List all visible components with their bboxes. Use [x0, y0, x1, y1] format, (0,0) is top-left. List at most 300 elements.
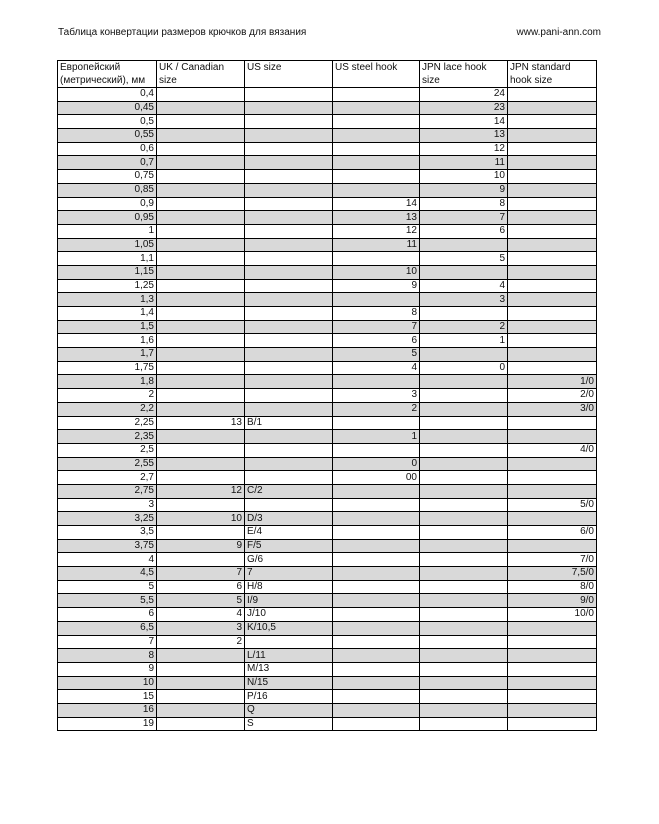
uk-canadian-cell [157, 279, 245, 293]
table-row [58, 293, 597, 307]
european-mm-cell: 5,5 [58, 594, 157, 608]
jpn-standard-cell: 7/0 [508, 553, 597, 567]
us-size-cell [245, 183, 333, 197]
us-steel-cell [333, 621, 420, 635]
european-mm-cell: 0,6 [58, 142, 157, 156]
european-mm-cell: 1,8 [58, 375, 157, 389]
us-size-cell [245, 170, 333, 184]
hook-size-table [57, 60, 597, 731]
us-size-cell [245, 252, 333, 266]
european-mm-cell: 1,15 [58, 265, 157, 279]
us-size-cell: C/2 [245, 484, 333, 498]
jpn-lace-cell: 23 [420, 101, 508, 115]
table-row [58, 224, 597, 238]
uk-canadian-cell [157, 224, 245, 238]
jpn-lace-cell: 11 [420, 156, 508, 170]
european-mm-cell: 1,4 [58, 307, 157, 321]
jpn-lace-cell [420, 348, 508, 362]
table-row [58, 608, 597, 622]
european-mm-cell: 19 [58, 717, 157, 731]
table-row [58, 553, 597, 567]
european-mm-cell: 3,5 [58, 526, 157, 540]
us-size-cell: F/5 [245, 539, 333, 553]
table-row [58, 703, 597, 717]
table-row [58, 676, 597, 690]
jpn-lace-cell [420, 717, 508, 731]
european-mm-cell: 0,85 [58, 183, 157, 197]
jpn-lace-cell [420, 662, 508, 676]
table-row [58, 265, 597, 279]
table-row [58, 252, 597, 266]
us-size-cell [245, 142, 333, 156]
us-steel-cell [333, 690, 420, 704]
us-steel-cell [333, 183, 420, 197]
jpn-standard-cell: 10/0 [508, 608, 597, 622]
jpn-standard-cell [508, 676, 597, 690]
uk-canadian-cell [157, 676, 245, 690]
jpn-standard-cell [508, 101, 597, 115]
jpn-lace-cell [420, 553, 508, 567]
jpn-lace-cell: 8 [420, 197, 508, 211]
jpn-lace-cell [420, 389, 508, 403]
uk-canadian-cell: 10 [157, 512, 245, 526]
us-size-cell: E/4 [245, 526, 333, 540]
jpn-standard-cell [508, 430, 597, 444]
us-steel-cell: 00 [333, 471, 420, 485]
uk-canadian-cell [157, 498, 245, 512]
us-steel-cell [333, 703, 420, 717]
us-size-cell: M/13 [245, 662, 333, 676]
uk-canadian-cell [157, 129, 245, 143]
us-size-cell [245, 88, 333, 102]
uk-canadian-cell [157, 526, 245, 540]
jpn-standard-cell [508, 457, 597, 471]
european-mm-cell: 0,45 [58, 101, 157, 115]
table-row [58, 594, 597, 608]
jpn-standard-cell [508, 170, 597, 184]
jpn-lace-cell: 24 [420, 88, 508, 102]
table-row [58, 238, 597, 252]
jpn-lace-cell [420, 484, 508, 498]
jpn-lace-cell [420, 375, 508, 389]
table-row [58, 307, 597, 321]
us-steel-cell: 12 [333, 224, 420, 238]
table-row [58, 649, 597, 663]
us-size-cell [245, 129, 333, 143]
col-header-european: Европейский (метрический), мм [58, 61, 157, 88]
jpn-standard-cell [508, 717, 597, 731]
col-header-uk-canadian: UK / Canadian size [157, 61, 245, 88]
uk-canadian-cell [157, 88, 245, 102]
jpn-standard-cell [508, 279, 597, 293]
jpn-standard-cell [508, 238, 597, 252]
us-size-cell: Q [245, 703, 333, 717]
european-mm-cell: 0,75 [58, 170, 157, 184]
table-row [58, 402, 597, 416]
table-row [58, 334, 597, 348]
document-title: Таблица конвертации размеров крючков для вязания [58, 27, 307, 38]
us-steel-cell [333, 129, 420, 143]
uk-canadian-cell [157, 293, 245, 307]
us-steel-cell [333, 170, 420, 184]
us-size-cell [245, 443, 333, 457]
us-steel-cell [333, 416, 420, 430]
us-steel-cell: 5 [333, 348, 420, 362]
us-steel-cell: 2 [333, 402, 420, 416]
us-size-cell [245, 430, 333, 444]
us-size-cell: D/3 [245, 512, 333, 526]
us-steel-cell [333, 252, 420, 266]
european-mm-cell: 0,55 [58, 129, 157, 143]
jpn-lace-cell: 12 [420, 142, 508, 156]
jpn-standard-cell: 2/0 [508, 389, 597, 403]
jpn-standard-cell [508, 183, 597, 197]
jpn-standard-cell [508, 621, 597, 635]
jpn-standard-cell [508, 224, 597, 238]
uk-canadian-cell [157, 471, 245, 485]
us-steel-cell [333, 635, 420, 649]
us-size-cell [245, 375, 333, 389]
uk-canadian-cell [157, 553, 245, 567]
uk-canadian-cell [157, 307, 245, 321]
uk-canadian-cell [157, 662, 245, 676]
us-size-cell [245, 279, 333, 293]
jpn-standard-cell [508, 265, 597, 279]
us-size-cell [245, 115, 333, 129]
jpn-lace-cell: 7 [420, 211, 508, 225]
jpn-standard-cell: 8/0 [508, 580, 597, 594]
us-steel-cell [333, 142, 420, 156]
uk-canadian-cell: 7 [157, 567, 245, 581]
us-size-cell: P/16 [245, 690, 333, 704]
european-mm-cell: 4 [58, 553, 157, 567]
jpn-lace-cell [420, 443, 508, 457]
us-steel-cell: 4 [333, 361, 420, 375]
uk-canadian-cell: 9 [157, 539, 245, 553]
table-row [58, 389, 597, 403]
european-mm-cell: 2,35 [58, 430, 157, 444]
table-row [58, 129, 597, 143]
table-row [58, 170, 597, 184]
jpn-lace-cell: 5 [420, 252, 508, 266]
european-mm-cell: 6,5 [58, 621, 157, 635]
col-header-us-steel: US steel hook [333, 61, 420, 88]
uk-canadian-cell [157, 703, 245, 717]
col-header-jpn-lace: JPN lace hook size [420, 61, 508, 88]
us-steel-cell [333, 115, 420, 129]
jpn-standard-cell: 5/0 [508, 498, 597, 512]
jpn-standard-cell [508, 649, 597, 663]
jpn-lace-cell: 9 [420, 183, 508, 197]
jpn-standard-cell [508, 512, 597, 526]
table-row [58, 361, 597, 375]
us-size-cell [245, 320, 333, 334]
jpn-lace-cell [420, 430, 508, 444]
table-row [58, 88, 597, 102]
jpn-lace-cell [420, 526, 508, 540]
jpn-standard-cell: 4/0 [508, 443, 597, 457]
table-row [58, 484, 597, 498]
jpn-lace-cell [420, 512, 508, 526]
jpn-standard-cell [508, 334, 597, 348]
uk-canadian-cell [157, 649, 245, 663]
jpn-standard-cell: 9/0 [508, 594, 597, 608]
us-steel-cell [333, 293, 420, 307]
jpn-lace-cell: 4 [420, 279, 508, 293]
table-row [58, 197, 597, 211]
us-steel-cell [333, 567, 420, 581]
us-steel-cell [333, 88, 420, 102]
jpn-lace-cell [420, 307, 508, 321]
jpn-standard-cell [508, 197, 597, 211]
jpn-lace-cell [420, 498, 508, 512]
european-mm-cell: 1,3 [58, 293, 157, 307]
european-mm-cell: 1 [58, 224, 157, 238]
uk-canadian-cell [157, 265, 245, 279]
european-mm-cell: 1,1 [58, 252, 157, 266]
table-row [58, 512, 597, 526]
jpn-standard-cell [508, 252, 597, 266]
jpn-standard-cell [508, 142, 597, 156]
european-mm-cell: 1,6 [58, 334, 157, 348]
uk-canadian-cell [157, 389, 245, 403]
us-size-cell [245, 361, 333, 375]
jpn-lace-cell: 14 [420, 115, 508, 129]
jpn-standard-cell [508, 539, 597, 553]
us-steel-cell [333, 608, 420, 622]
table-row [58, 375, 597, 389]
jpn-standard-cell [508, 635, 597, 649]
col-header-us-size: US size [245, 61, 333, 88]
us-steel-cell [333, 676, 420, 690]
uk-canadian-cell [157, 717, 245, 731]
european-mm-cell: 0,7 [58, 156, 157, 170]
jpn-standard-cell [508, 484, 597, 498]
us-size-cell [245, 156, 333, 170]
uk-canadian-cell [157, 101, 245, 115]
jpn-standard-cell [508, 320, 597, 334]
jpn-standard-cell [508, 211, 597, 225]
jpn-standard-cell: 3/0 [508, 402, 597, 416]
uk-canadian-cell [157, 183, 245, 197]
jpn-lace-cell [420, 703, 508, 717]
uk-canadian-cell [157, 115, 245, 129]
table-row [58, 348, 597, 362]
jpn-lace-cell: 2 [420, 320, 508, 334]
table-row [58, 662, 597, 676]
us-size-cell: I/9 [245, 594, 333, 608]
european-mm-cell: 8 [58, 649, 157, 663]
us-steel-cell [333, 717, 420, 731]
us-size-cell: J/10 [245, 608, 333, 622]
table-row [58, 539, 597, 553]
uk-canadian-cell [157, 430, 245, 444]
european-mm-cell: 1,5 [58, 320, 157, 334]
jpn-lace-cell [420, 608, 508, 622]
european-mm-cell: 0,9 [58, 197, 157, 211]
table-row [58, 443, 597, 457]
uk-canadian-cell [157, 170, 245, 184]
jpn-lace-cell [420, 580, 508, 594]
table-row [58, 580, 597, 594]
european-mm-cell: 9 [58, 662, 157, 676]
uk-canadian-cell [157, 443, 245, 457]
european-mm-cell: 6 [58, 608, 157, 622]
european-mm-cell: 1,75 [58, 361, 157, 375]
european-mm-cell: 10 [58, 676, 157, 690]
us-steel-cell [333, 101, 420, 115]
us-size-cell [245, 334, 333, 348]
us-size-cell: 7 [245, 567, 333, 581]
table-row [58, 320, 597, 334]
european-mm-cell: 5 [58, 580, 157, 594]
european-mm-cell: 3,25 [58, 512, 157, 526]
uk-canadian-cell [157, 156, 245, 170]
uk-canadian-cell [157, 375, 245, 389]
us-size-cell [245, 211, 333, 225]
jpn-standard-cell [508, 156, 597, 170]
european-mm-cell: 16 [58, 703, 157, 717]
us-steel-cell: 13 [333, 211, 420, 225]
us-size-cell [245, 265, 333, 279]
table-row [58, 156, 597, 170]
table-row [58, 621, 597, 635]
us-size-cell: S [245, 717, 333, 731]
uk-canadian-cell [157, 348, 245, 362]
european-mm-cell: 2 [58, 389, 157, 403]
us-steel-cell [333, 539, 420, 553]
jpn-lace-cell [420, 402, 508, 416]
uk-canadian-cell: 12 [157, 484, 245, 498]
table-row [58, 430, 597, 444]
us-steel-cell: 0 [333, 457, 420, 471]
european-mm-cell: 2,25 [58, 416, 157, 430]
european-mm-cell: 2,55 [58, 457, 157, 471]
us-steel-cell [333, 512, 420, 526]
us-steel-cell: 10 [333, 265, 420, 279]
table-row [58, 416, 597, 430]
uk-canadian-cell [157, 238, 245, 252]
us-steel-cell [333, 662, 420, 676]
us-steel-cell [333, 580, 420, 594]
jpn-lace-cell [420, 594, 508, 608]
us-size-cell: N/15 [245, 676, 333, 690]
us-size-cell [245, 348, 333, 362]
website-link[interactable]: www.pani-ann.com [516, 27, 601, 38]
european-mm-cell: 2,5 [58, 443, 157, 457]
table-row [58, 690, 597, 704]
table-row [58, 498, 597, 512]
european-mm-cell: 4,5 [58, 567, 157, 581]
uk-canadian-cell [157, 457, 245, 471]
us-size-cell [245, 457, 333, 471]
jpn-standard-cell [508, 348, 597, 362]
jpn-lace-cell [420, 416, 508, 430]
uk-canadian-cell: 3 [157, 621, 245, 635]
uk-canadian-cell: 13 [157, 416, 245, 430]
us-steel-cell: 6 [333, 334, 420, 348]
table-row [58, 279, 597, 293]
jpn-lace-cell [420, 238, 508, 252]
us-size-cell [245, 238, 333, 252]
jpn-standard-cell [508, 361, 597, 375]
european-mm-cell: 2,2 [58, 402, 157, 416]
table-row [58, 183, 597, 197]
table-row [58, 115, 597, 129]
uk-canadian-cell [157, 142, 245, 156]
jpn-standard-cell: 6/0 [508, 526, 597, 540]
us-size-cell: K/10,5 [245, 621, 333, 635]
jpn-standard-cell [508, 662, 597, 676]
table-row [58, 101, 597, 115]
jpn-lace-cell [420, 539, 508, 553]
us-steel-cell [333, 443, 420, 457]
us-steel-cell [333, 498, 420, 512]
us-steel-cell [333, 594, 420, 608]
jpn-lace-cell [420, 457, 508, 471]
jpn-lace-cell [420, 471, 508, 485]
jpn-lace-cell [420, 635, 508, 649]
european-mm-cell: 2,75 [58, 484, 157, 498]
european-mm-cell: 1,7 [58, 348, 157, 362]
jpn-standard-cell [508, 703, 597, 717]
jpn-standard-cell [508, 88, 597, 102]
uk-canadian-cell [157, 690, 245, 704]
table-row [58, 717, 597, 731]
uk-canadian-cell [157, 197, 245, 211]
us-steel-cell [333, 375, 420, 389]
european-mm-cell: 15 [58, 690, 157, 704]
us-steel-cell: 9 [333, 279, 420, 293]
jpn-standard-cell [508, 416, 597, 430]
jpn-standard-cell: 7,5/0 [508, 567, 597, 581]
european-mm-cell: 7 [58, 635, 157, 649]
us-size-cell [245, 635, 333, 649]
jpn-lace-cell [420, 676, 508, 690]
jpn-lace-cell: 6 [420, 224, 508, 238]
jpn-lace-cell: 1 [420, 334, 508, 348]
us-steel-cell [333, 484, 420, 498]
jpn-standard-cell [508, 307, 597, 321]
european-mm-cell: 0,95 [58, 211, 157, 225]
jpn-standard-cell [508, 129, 597, 143]
table-row [58, 142, 597, 156]
uk-canadian-cell [157, 334, 245, 348]
jpn-lace-cell: 13 [420, 129, 508, 143]
jpn-lace-cell [420, 567, 508, 581]
us-size-cell: G/6 [245, 553, 333, 567]
jpn-standard-cell [508, 293, 597, 307]
us-size-cell [245, 101, 333, 115]
jpn-standard-cell [508, 115, 597, 129]
us-size-cell [245, 307, 333, 321]
table-row [58, 567, 597, 581]
uk-canadian-cell: 6 [157, 580, 245, 594]
european-mm-cell: 0,5 [58, 115, 157, 129]
table-row [58, 211, 597, 225]
european-mm-cell: 2,7 [58, 471, 157, 485]
us-steel-cell: 1 [333, 430, 420, 444]
us-steel-cell: 3 [333, 389, 420, 403]
us-steel-cell [333, 526, 420, 540]
us-size-cell [245, 471, 333, 485]
jpn-lace-cell [420, 621, 508, 635]
us-size-cell [245, 389, 333, 403]
jpn-standard-cell [508, 471, 597, 485]
jpn-standard-cell [508, 690, 597, 704]
european-mm-cell: 1,05 [58, 238, 157, 252]
uk-canadian-cell: 4 [157, 608, 245, 622]
